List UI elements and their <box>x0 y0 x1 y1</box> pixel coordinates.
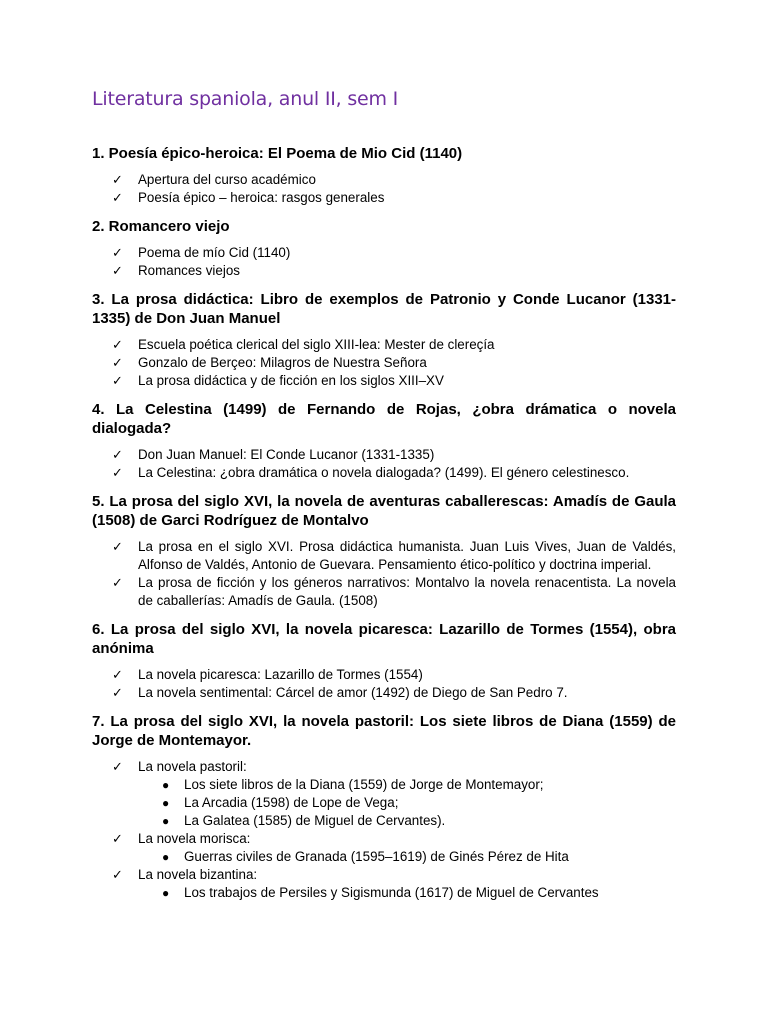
checklist-item-text: La prosa en el siglo XVI. Prosa didáctica humanista. Juan Luis Vives, Juan de Valdés, Alfonso de Valdés, Antonio de Guevara. Pensamiento ético-político y doctrina imperial. <box>138 539 676 572</box>
checkmark-icon: ✓ <box>112 172 123 187</box>
section-4 <box>92 400 676 482</box>
checklist <box>92 666 676 702</box>
checkmark-icon: ✓ <box>112 831 123 846</box>
bullet-sublist <box>92 776 676 830</box>
checklist-item-text: Romances viejos <box>138 263 240 278</box>
checklist-item <box>92 446 676 464</box>
section-heading: 3. La prosa didáctica: Libro de exemplos de Patronio y Conde Lucanor (1331-1335) de Don Juan Manuel <box>92 291 676 327</box>
section-heading: 1. Poesía épico-heroica: El Poema de Mio Cid (1140) <box>92 145 463 162</box>
checklist-item <box>92 354 676 372</box>
bullet-icon: ● <box>162 886 170 900</box>
bullet-item-text: La Arcadia (1598) de Lope de Vega; <box>184 795 399 810</box>
checklist <box>92 538 676 610</box>
checkmark-icon: ✓ <box>112 759 123 774</box>
checkmark-icon: ✓ <box>112 575 123 590</box>
bullet-item-text: Guerras civiles de Granada (1595–1619) de Ginés Pérez de Hita <box>184 849 569 864</box>
section-heading: 6. La prosa del siglo XVI, la novela picaresca: Lazarillo de Tormes (1554), obra anónima <box>92 621 676 657</box>
bullet-item <box>138 776 676 794</box>
checklist-item-text: La prosa de ficción y los géneros narrativos: Montalvo la novela renacentista. La novela de caballerías: Amadís de Gaula. (1508) <box>138 575 676 608</box>
checkmark-icon: ✓ <box>112 685 123 700</box>
checkmark-icon: ✓ <box>112 355 123 370</box>
checklist-item-text: La novela picaresca: Lazarillo de Tormes (1554) <box>138 667 423 682</box>
checklist-item <box>92 171 676 189</box>
checkmark-icon: ✓ <box>112 263 123 278</box>
checklist-item-text: La novela morisca: <box>138 831 251 846</box>
checkmark-icon: ✓ <box>112 447 123 462</box>
checklist-item <box>92 830 676 848</box>
checklist <box>92 446 676 482</box>
bullet-item-text: Los trabajos de Persiles y Sigismunda (1617) de Miguel de Cervantes <box>184 885 599 900</box>
checklist-item <box>92 372 676 390</box>
checkmark-icon: ✓ <box>112 373 123 388</box>
checklist-item-text: Apertura del curso académico <box>138 172 316 187</box>
section-heading: 4. La Celestina (1499) de Fernando de Rojas, ¿obra drámatica o novela dialogada? <box>92 401 676 437</box>
checklist-item <box>92 189 676 207</box>
checklist-item <box>92 666 676 684</box>
checklist-item <box>92 538 676 574</box>
bullet-item <box>138 812 676 830</box>
checklist-item <box>92 464 676 482</box>
section-5 <box>92 492 676 610</box>
checklist-item <box>92 866 676 884</box>
bullet-item <box>138 794 676 812</box>
checklist-item-text: Poesía épico – heroica: rasgos generales <box>138 190 385 205</box>
section-heading: 2. Romancero viejo <box>92 218 230 235</box>
checklist <box>92 758 676 902</box>
section-2 <box>92 217 676 280</box>
checklist-item <box>92 262 676 280</box>
section-heading: 5. La prosa del siglo XVI, la novela de aventuras caballerescas: Amadís de Gaula (1508) de Garci Rodríguez de Montalvo <box>92 493 676 529</box>
section-heading: 7. La prosa del siglo XVI, la novela pastoril: Los siete libros de Diana (1559) de Jorge de Montemayor. <box>92 713 676 749</box>
checklist-item <box>92 336 676 354</box>
checkmark-icon: ✓ <box>112 539 123 554</box>
bullet-icon: ● <box>162 850 170 864</box>
checklist-item-text: La novela bizantina: <box>138 867 258 882</box>
document-title: Literatura spaniola, anul II, sem I <box>92 88 399 110</box>
checkmark-icon: ✓ <box>112 867 123 882</box>
checklist <box>92 171 676 207</box>
sections-container <box>92 144 676 902</box>
bullet-sublist <box>92 848 676 866</box>
checklist-item-text: La novela sentimental: Cárcel de amor (1492) de Diego de San Pedro 7. <box>138 685 568 700</box>
bullet-icon: ● <box>162 814 170 828</box>
checklist <box>92 336 676 390</box>
section-7 <box>92 712 676 902</box>
checklist-item-text: Gonzalo de Berçeo: Milagros de Nuestra Señora <box>138 355 427 370</box>
checklist-item-text: La Celestina: ¿obra dramática o novela dialogada? (1499). El género celestinesco. <box>138 465 630 480</box>
section-3 <box>92 290 676 390</box>
bullet-icon: ● <box>162 778 170 792</box>
sublist-wrapper <box>92 884 676 902</box>
checkmark-icon: ✓ <box>112 667 123 682</box>
sublist-wrapper <box>92 848 676 866</box>
checklist-item-text: La novela pastoril: <box>138 759 247 774</box>
section-6 <box>92 620 676 702</box>
section-1 <box>92 144 676 207</box>
bullet-item <box>138 848 676 866</box>
bullet-item-text: La Galatea (1585) de Miguel de Cervantes). <box>184 813 446 828</box>
checkmark-icon: ✓ <box>112 190 123 205</box>
bullet-icon: ● <box>162 796 170 810</box>
checklist-item-text: Don Juan Manuel: El Conde Lucanor (1331-1335) <box>138 447 435 462</box>
checklist-item-text: La prosa didáctica y de ficción en los siglos XIII–XV <box>138 373 444 388</box>
checklist <box>92 244 676 280</box>
checklist-item-text: Poema de mío Cid (1140) <box>138 245 291 260</box>
checklist-item <box>92 684 676 702</box>
checklist-item <box>92 758 676 776</box>
checkmark-icon: ✓ <box>112 245 123 260</box>
checklist-item <box>92 574 676 610</box>
bullet-sublist <box>92 884 676 902</box>
checklist-item <box>92 244 676 262</box>
bullet-item-text: Los siete libros de la Diana (1559) de Jorge de Montemayor; <box>184 777 544 792</box>
bullet-item <box>138 884 676 902</box>
checkmark-icon: ✓ <box>112 337 123 352</box>
checklist-item-text: Escuela poética clerical del siglo XIII-lea: Mester de clereçía <box>138 337 495 352</box>
sublist-wrapper <box>92 776 676 830</box>
checkmark-icon: ✓ <box>112 465 123 480</box>
